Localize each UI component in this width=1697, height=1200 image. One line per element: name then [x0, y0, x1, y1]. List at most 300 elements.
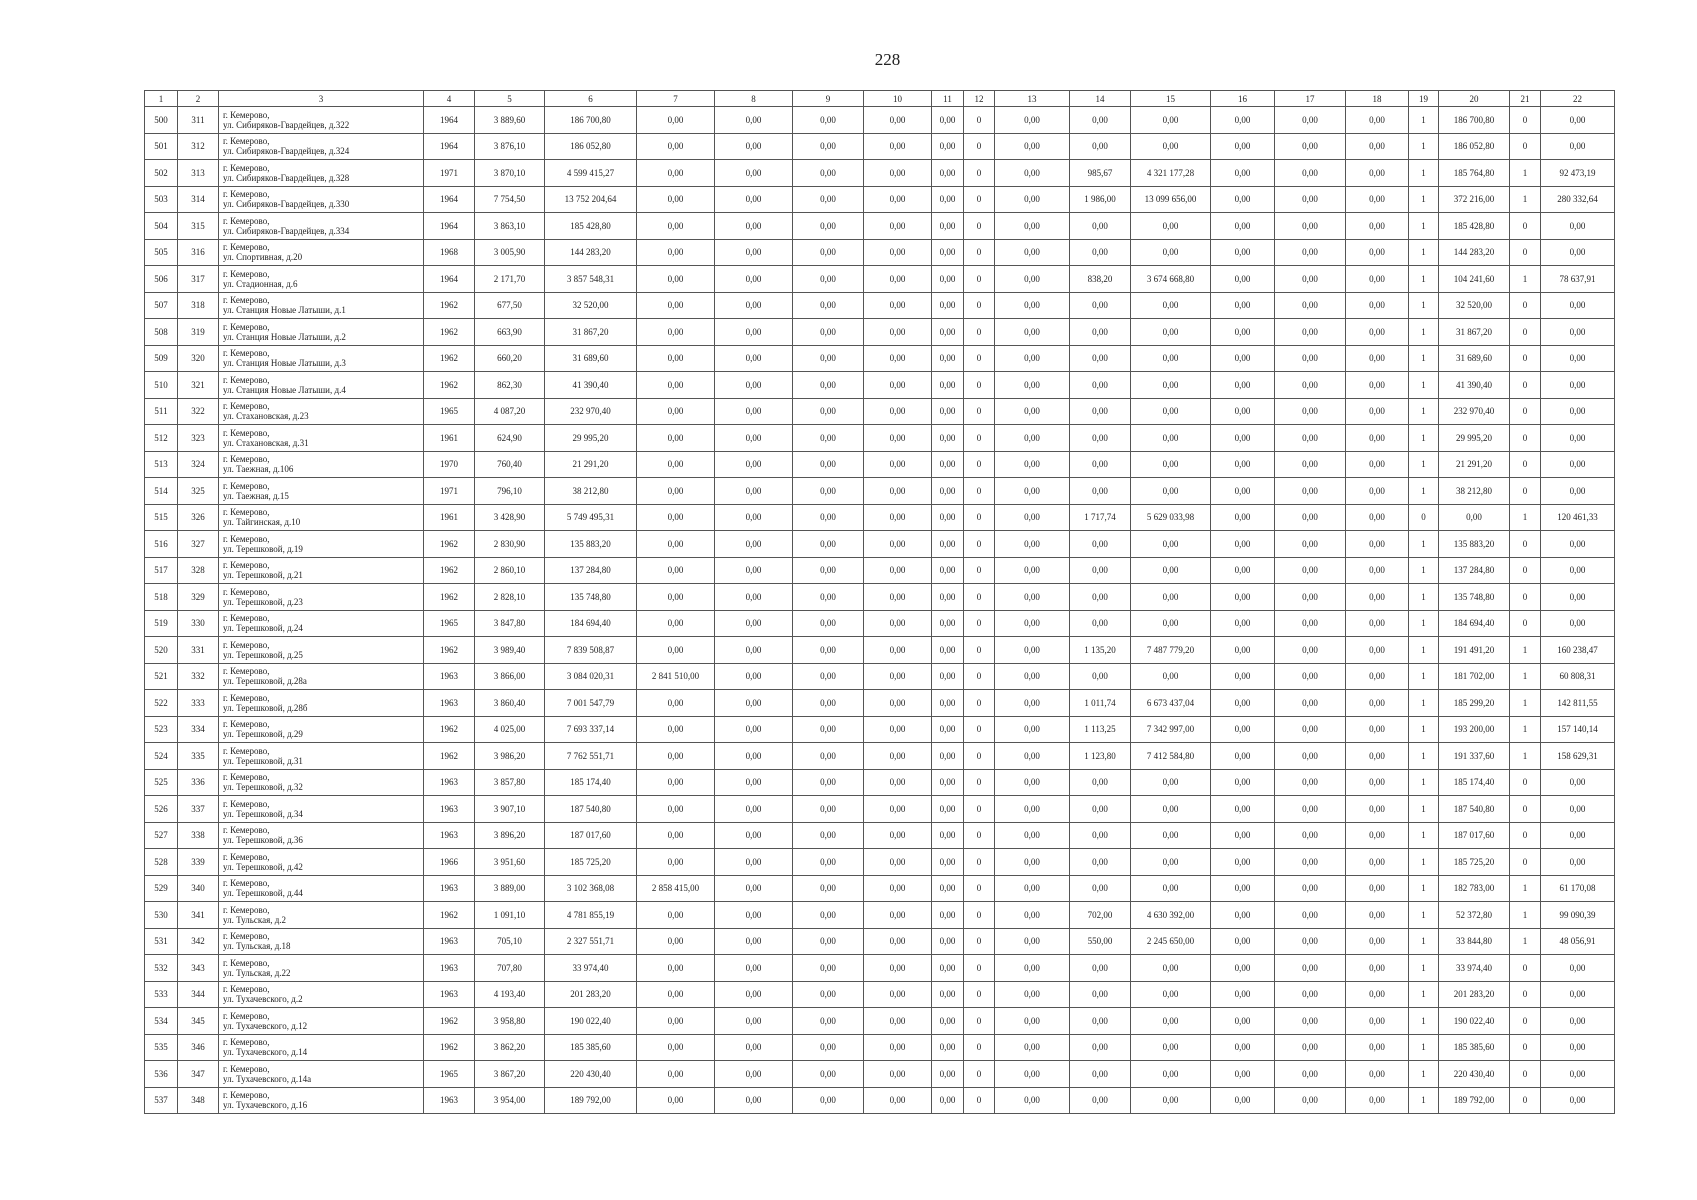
- table-cell: 1: [1409, 531, 1439, 558]
- table-cell: 0,00: [637, 584, 715, 611]
- table-cell: 0,00: [1346, 1008, 1409, 1035]
- table-cell: 0: [964, 557, 995, 584]
- column-number: 12: [964, 91, 995, 107]
- table-cell: 0: [1510, 1087, 1541, 1114]
- table-cell: 0,00: [1541, 451, 1615, 478]
- table-header: [145, 91, 1615, 107]
- table-cell: 342: [178, 928, 219, 955]
- table-cell: 0,00: [1131, 955, 1211, 982]
- table-cell: 515: [145, 504, 178, 531]
- table-cell: 0: [964, 345, 995, 372]
- table-cell: 1961: [424, 425, 475, 452]
- table-cell: 0,00: [637, 372, 715, 399]
- column-number: 3: [219, 91, 424, 107]
- table-cell: 0,00: [995, 186, 1070, 213]
- address-cell: г. Кемерово, ул. Станция Новые Латыши, д.1: [219, 292, 424, 319]
- column-number: 14: [1070, 91, 1131, 107]
- table-cell: 99 090,39: [1541, 902, 1615, 929]
- table-cell: 0,00: [1211, 1008, 1275, 1035]
- table-cell: 0,00: [1131, 849, 1211, 876]
- table-cell: 186 700,80: [545, 107, 637, 134]
- table-cell: 0,00: [864, 107, 932, 134]
- table-cell: 0: [964, 239, 995, 266]
- table-cell: 232 970,40: [1439, 398, 1510, 425]
- table-cell: 182 783,00: [1439, 875, 1510, 902]
- table-cell: 0: [964, 372, 995, 399]
- table-cell: 1962: [424, 345, 475, 372]
- table-row: [145, 531, 1615, 558]
- table-cell: 3 866,00: [475, 663, 545, 690]
- table-row: [145, 1061, 1615, 1088]
- table-cell: 135 748,80: [1439, 584, 1510, 611]
- table-cell: 0,00: [1211, 1034, 1275, 1061]
- table-cell: 0,00: [1070, 133, 1131, 160]
- table-cell: 0,00: [715, 637, 793, 664]
- table-cell: 0,00: [1275, 849, 1346, 876]
- table-cell: 0,00: [932, 743, 964, 770]
- table-cell: 0,00: [637, 1034, 715, 1061]
- table-cell: 0,00: [1070, 398, 1131, 425]
- table-cell: 1965: [424, 1061, 475, 1088]
- table-row: [145, 133, 1615, 160]
- table-cell: 1963: [424, 796, 475, 823]
- table-cell: 0: [964, 769, 995, 796]
- table-cell: 1: [1510, 266, 1541, 293]
- table-cell: 0,00: [932, 372, 964, 399]
- table-cell: 1965: [424, 610, 475, 637]
- table-cell: 0,00: [1211, 266, 1275, 293]
- table-cell: 3 889,60: [475, 107, 545, 134]
- table-cell: 1962: [424, 716, 475, 743]
- table-cell: 0,00: [1346, 902, 1409, 929]
- table-cell: 0,00: [1346, 1061, 1409, 1088]
- table-cell: 4 087,20: [475, 398, 545, 425]
- table-cell: 0,00: [1346, 504, 1409, 531]
- table-cell: 0,00: [1275, 663, 1346, 690]
- column-numbers-row: [145, 91, 1615, 107]
- table-cell: 7 839 508,87: [545, 637, 637, 664]
- table-cell: 0: [964, 531, 995, 558]
- table-cell: 1: [1409, 637, 1439, 664]
- table-cell: 0,00: [793, 928, 864, 955]
- address-cell: г. Кемерово, ул. Терешковой, д.25: [219, 637, 424, 664]
- table-cell: 985,67: [1070, 160, 1131, 187]
- table-cell: 0,00: [1070, 1034, 1131, 1061]
- address-cell: г. Кемерово, ул. Терешковой, д.32: [219, 769, 424, 796]
- table-cell: 0,00: [1346, 637, 1409, 664]
- table-cell: 0,00: [1131, 345, 1211, 372]
- table-cell: 0,00: [637, 981, 715, 1008]
- table-cell: 0,00: [1275, 345, 1346, 372]
- table-cell: 0,00: [715, 425, 793, 452]
- table-cell: 1 986,00: [1070, 186, 1131, 213]
- table-cell: 330: [178, 610, 219, 637]
- table-cell: 187 017,60: [545, 822, 637, 849]
- table-cell: 1: [1409, 769, 1439, 796]
- table-cell: 186 700,80: [1439, 107, 1510, 134]
- table-cell: 0,00: [1275, 796, 1346, 823]
- table-cell: 0,00: [995, 557, 1070, 584]
- table-cell: 0,00: [1275, 690, 1346, 717]
- table-cell: 0: [1510, 319, 1541, 346]
- table-cell: 1: [1409, 1034, 1439, 1061]
- table-cell: 311: [178, 107, 219, 134]
- table-cell: 340: [178, 875, 219, 902]
- table-cell: 3 870,10: [475, 160, 545, 187]
- table-cell: 1: [1409, 796, 1439, 823]
- table-cell: 0: [964, 1008, 995, 1035]
- table-cell: 0,00: [637, 955, 715, 982]
- table-cell: 530: [145, 902, 178, 929]
- table-cell: 1962: [424, 1034, 475, 1061]
- table-cell: 535: [145, 1034, 178, 1061]
- table-cell: 92 473,19: [1541, 160, 1615, 187]
- table-cell: 0,00: [1346, 690, 1409, 717]
- table-cell: 0: [964, 743, 995, 770]
- table-cell: 0,00: [1211, 796, 1275, 823]
- table-cell: 201 283,20: [545, 981, 637, 1008]
- table-cell: 1963: [424, 663, 475, 690]
- table-cell: 0,00: [1275, 769, 1346, 796]
- table-cell: 1: [1409, 478, 1439, 505]
- table-cell: 0,00: [1346, 319, 1409, 346]
- address-cell: г. Кемерово, ул. Стадионная, д.6: [219, 266, 424, 293]
- table-cell: 0,00: [1211, 663, 1275, 690]
- table-cell: 0,00: [864, 372, 932, 399]
- table-cell: 0,00: [1070, 319, 1131, 346]
- column-number: 22: [1541, 91, 1615, 107]
- table-cell: 1962: [424, 372, 475, 399]
- table-cell: 0,00: [1211, 292, 1275, 319]
- table-row: [145, 239, 1615, 266]
- table-cell: 3 084 020,31: [545, 663, 637, 690]
- table-cell: 3 889,00: [475, 875, 545, 902]
- table-cell: 0,00: [1131, 769, 1211, 796]
- table-cell: 0: [964, 319, 995, 346]
- table-cell: 0,00: [1275, 239, 1346, 266]
- table-cell: 508: [145, 319, 178, 346]
- column-number: 4: [424, 91, 475, 107]
- table-cell: 0,00: [995, 743, 1070, 770]
- table-cell: 1964: [424, 266, 475, 293]
- table-cell: 1: [1409, 266, 1439, 293]
- table-cell: 0,00: [1070, 451, 1131, 478]
- table-cell: 0,00: [1275, 1061, 1346, 1088]
- address-cell: г. Кемерово, ул. Таежная, д.106: [219, 451, 424, 478]
- table-cell: 185 174,40: [545, 769, 637, 796]
- table-cell: 1963: [424, 875, 475, 902]
- address-cell: г. Кемерово, ул. Сибиряков-Гвардейцев, д.324: [219, 133, 424, 160]
- table-cell: 0,00: [1346, 849, 1409, 876]
- table-cell: 0,00: [793, 743, 864, 770]
- table-cell: 0,00: [715, 398, 793, 425]
- table-cell: 1963: [424, 822, 475, 849]
- table-cell: 3 954,00: [475, 1087, 545, 1114]
- address-cell: г. Кемерово, ул. Тухачевского, д.14а: [219, 1061, 424, 1088]
- table-cell: 0,00: [715, 769, 793, 796]
- table-cell: 1: [1409, 1061, 1439, 1088]
- table-cell: 0,00: [1211, 478, 1275, 505]
- table-cell: 0,00: [1070, 345, 1131, 372]
- table-cell: 0,00: [1346, 292, 1409, 319]
- table-cell: 0,00: [1275, 133, 1346, 160]
- table-cell: 0: [964, 1034, 995, 1061]
- table-cell: 0,00: [932, 981, 964, 1008]
- table-cell: 0,00: [995, 663, 1070, 690]
- table-cell: 120 461,33: [1541, 504, 1615, 531]
- column-number: 20: [1439, 91, 1510, 107]
- table-cell: 0,00: [1131, 875, 1211, 902]
- table-cell: 0,00: [1131, 1087, 1211, 1114]
- table-cell: 0,00: [637, 239, 715, 266]
- table-cell: 3 847,80: [475, 610, 545, 637]
- table-cell: 0,00: [1275, 292, 1346, 319]
- table-cell: 0,00: [715, 133, 793, 160]
- table-cell: 189 792,00: [545, 1087, 637, 1114]
- table-cell: 521: [145, 663, 178, 690]
- table-cell: 0,00: [1275, 981, 1346, 1008]
- table-cell: 0,00: [637, 398, 715, 425]
- table-cell: 504: [145, 213, 178, 240]
- table-cell: 0,00: [1070, 372, 1131, 399]
- table-cell: 0,00: [1131, 1034, 1211, 1061]
- table-cell: 0,00: [995, 928, 1070, 955]
- table-cell: 1962: [424, 637, 475, 664]
- table-cell: 0,00: [1131, 319, 1211, 346]
- table-cell: 0,00: [1541, 1087, 1615, 1114]
- address-cell: г. Кемерово, ул. Терешковой, д.24: [219, 610, 424, 637]
- table-row: [145, 955, 1615, 982]
- table-row: [145, 186, 1615, 213]
- table-cell: 1970: [424, 451, 475, 478]
- table-cell: 0,00: [1275, 1034, 1346, 1061]
- table-cell: 1: [1409, 451, 1439, 478]
- column-number: 6: [545, 91, 637, 107]
- table-cell: 4 321 177,28: [1131, 160, 1211, 187]
- table-cell: 0,00: [1541, 425, 1615, 452]
- table-cell: 507: [145, 292, 178, 319]
- table-cell: 1964: [424, 107, 475, 134]
- table-cell: 0,00: [932, 928, 964, 955]
- table-cell: 322: [178, 398, 219, 425]
- table-cell: 0,00: [864, 769, 932, 796]
- table-cell: 0,00: [715, 345, 793, 372]
- table-cell: 0,00: [637, 769, 715, 796]
- table-cell: 0,00: [715, 266, 793, 293]
- table-cell: 0: [1510, 584, 1541, 611]
- table-cell: 0,00: [1211, 610, 1275, 637]
- table-cell: 0,00: [1346, 451, 1409, 478]
- table-cell: 31 689,60: [1439, 345, 1510, 372]
- table-cell: 0,00: [1070, 822, 1131, 849]
- table-cell: 0,00: [1211, 955, 1275, 982]
- table-cell: 0,00: [1275, 451, 1346, 478]
- table-cell: 0,00: [637, 133, 715, 160]
- table-cell: 184 694,40: [545, 610, 637, 637]
- table-cell: 0,00: [864, 345, 932, 372]
- table-cell: 0,00: [932, 1061, 964, 1088]
- address-cell: г. Кемерово, ул. Терешковой, д.44: [219, 875, 424, 902]
- table-cell: 31 867,20: [545, 319, 637, 346]
- table-cell: 1963: [424, 955, 475, 982]
- address-cell: г. Кемерово, ул. Тухачевского, д.12: [219, 1008, 424, 1035]
- table-row: [145, 796, 1615, 823]
- table-cell: 531: [145, 928, 178, 955]
- table-cell: 341: [178, 902, 219, 929]
- table-cell: 0,00: [1275, 822, 1346, 849]
- table-cell: 343: [178, 955, 219, 982]
- table-cell: 1: [1409, 584, 1439, 611]
- table-cell: 0,00: [637, 1061, 715, 1088]
- table-cell: 4 025,00: [475, 716, 545, 743]
- table-cell: 33 974,40: [1439, 955, 1510, 982]
- table-row: [145, 1034, 1615, 1061]
- table-cell: 0,00: [995, 769, 1070, 796]
- table-cell: 0: [964, 981, 995, 1008]
- table-cell: 0,00: [1211, 504, 1275, 531]
- address-cell: г. Кемерово, ул. Терешковой, д.19: [219, 531, 424, 558]
- table-cell: 0: [964, 610, 995, 637]
- table-cell: 533: [145, 981, 178, 1008]
- table-cell: 160 238,47: [1541, 637, 1615, 664]
- table-cell: 0,00: [932, 319, 964, 346]
- table-cell: 0,00: [995, 716, 1070, 743]
- table-cell: 0,00: [932, 1008, 964, 1035]
- table-cell: 520: [145, 637, 178, 664]
- table-cell: 0,00: [715, 902, 793, 929]
- table-cell: 135 883,20: [545, 531, 637, 558]
- table-cell: 190 022,40: [1439, 1008, 1510, 1035]
- table-cell: 0,00: [715, 531, 793, 558]
- table-cell: 0: [1510, 372, 1541, 399]
- table-cell: 1963: [424, 1087, 475, 1114]
- table-cell: 0,00: [932, 345, 964, 372]
- table-row: [145, 822, 1615, 849]
- table-row: [145, 981, 1615, 1008]
- address-cell: г. Кемерово, ул. Тульская, д.22: [219, 955, 424, 982]
- table-cell: 0,00: [995, 955, 1070, 982]
- table-cell: 0,00: [1131, 584, 1211, 611]
- table-cell: 0,00: [1346, 266, 1409, 293]
- table-cell: 0,00: [995, 1008, 1070, 1035]
- table-cell: 0,00: [1211, 849, 1275, 876]
- table-cell: 0,00: [864, 955, 932, 982]
- table-cell: 0,00: [932, 557, 964, 584]
- table-cell: 0,00: [1131, 213, 1211, 240]
- table-row: [145, 663, 1615, 690]
- table-cell: 190 022,40: [545, 1008, 637, 1035]
- table-row: [145, 557, 1615, 584]
- table-cell: 0,00: [793, 1087, 864, 1114]
- address-cell: г. Кемерово, ул. Терешковой, д.23: [219, 584, 424, 611]
- table-cell: 0,00: [864, 239, 932, 266]
- table-cell: 0,00: [793, 160, 864, 187]
- table-cell: 0,00: [1070, 239, 1131, 266]
- table-cell: 158 629,31: [1541, 743, 1615, 770]
- table-cell: 0,00: [1541, 610, 1615, 637]
- table-cell: 707,80: [475, 955, 545, 982]
- table-cell: 0: [964, 637, 995, 664]
- table-cell: 0: [1510, 292, 1541, 319]
- table-cell: 0,00: [715, 663, 793, 690]
- table-cell: 0,00: [637, 160, 715, 187]
- table-cell: 0,00: [995, 690, 1070, 717]
- table-cell: 0,00: [932, 690, 964, 717]
- table-cell: 0,00: [637, 478, 715, 505]
- table-cell: 0: [964, 849, 995, 876]
- table-cell: 1: [1510, 716, 1541, 743]
- table-cell: 0,00: [1275, 504, 1346, 531]
- table-cell: 61 170,08: [1541, 875, 1615, 902]
- table-cell: 328: [178, 557, 219, 584]
- table-cell: 0,00: [793, 345, 864, 372]
- table-cell: 7 762 551,71: [545, 743, 637, 770]
- table-cell: 345: [178, 1008, 219, 1035]
- table-cell: 502: [145, 160, 178, 187]
- table-cell: 0: [1510, 557, 1541, 584]
- table-cell: 0,00: [715, 451, 793, 478]
- table-cell: 1964: [424, 213, 475, 240]
- table-cell: 0,00: [1070, 1008, 1131, 1035]
- table-cell: 1: [1510, 637, 1541, 664]
- table-cell: 187 540,80: [1439, 796, 1510, 823]
- table-cell: 702,00: [1070, 902, 1131, 929]
- table-cell: 0,00: [932, 425, 964, 452]
- table-cell: 0,00: [793, 478, 864, 505]
- table-cell: 0,00: [995, 504, 1070, 531]
- table-cell: 0,00: [1211, 557, 1275, 584]
- table-cell: 31 689,60: [545, 345, 637, 372]
- table-row: [145, 345, 1615, 372]
- table-cell: 1962: [424, 584, 475, 611]
- table-cell: 0,00: [995, 213, 1070, 240]
- table-cell: 0,00: [1070, 981, 1131, 1008]
- table-cell: 319: [178, 319, 219, 346]
- table-row: [145, 1087, 1615, 1114]
- table-cell: 0,00: [864, 1034, 932, 1061]
- table-cell: 1: [1409, 133, 1439, 160]
- table-cell: 1962: [424, 557, 475, 584]
- table-cell: 0,00: [1070, 557, 1131, 584]
- table-cell: 2 245 650,00: [1131, 928, 1211, 955]
- table-cell: 3 674 668,80: [1131, 266, 1211, 293]
- table-cell: 1 091,10: [475, 902, 545, 929]
- table-cell: 0,00: [1346, 743, 1409, 770]
- table-cell: 0,00: [932, 1087, 964, 1114]
- address-cell: г. Кемерово, ул. Терешковой, д.28а: [219, 663, 424, 690]
- address-cell: г. Кемерово, ул. Станция Новые Латыши, д.4: [219, 372, 424, 399]
- table-cell: 0,00: [864, 425, 932, 452]
- table-cell: 0,00: [715, 981, 793, 1008]
- table-cell: 1: [1409, 319, 1439, 346]
- address-cell: г. Кемерово, ул. Терешковой, д.29: [219, 716, 424, 743]
- table-cell: 0,00: [995, 849, 1070, 876]
- table-cell: 0,00: [995, 1061, 1070, 1088]
- table-cell: 7 412 584,80: [1131, 743, 1211, 770]
- table-cell: 0,00: [1070, 849, 1131, 876]
- table-cell: 0,00: [1275, 531, 1346, 558]
- table-cell: 0,00: [1541, 292, 1615, 319]
- table-cell: 0,00: [637, 425, 715, 452]
- table-cell: 1: [1510, 663, 1541, 690]
- table-cell: 0,00: [1070, 478, 1131, 505]
- table-cell: 0,00: [1070, 875, 1131, 902]
- table-cell: 0: [1510, 849, 1541, 876]
- table-cell: 0,00: [715, 557, 793, 584]
- table-cell: 1: [1510, 690, 1541, 717]
- table-cell: 0,00: [864, 849, 932, 876]
- table-cell: 187 540,80: [545, 796, 637, 823]
